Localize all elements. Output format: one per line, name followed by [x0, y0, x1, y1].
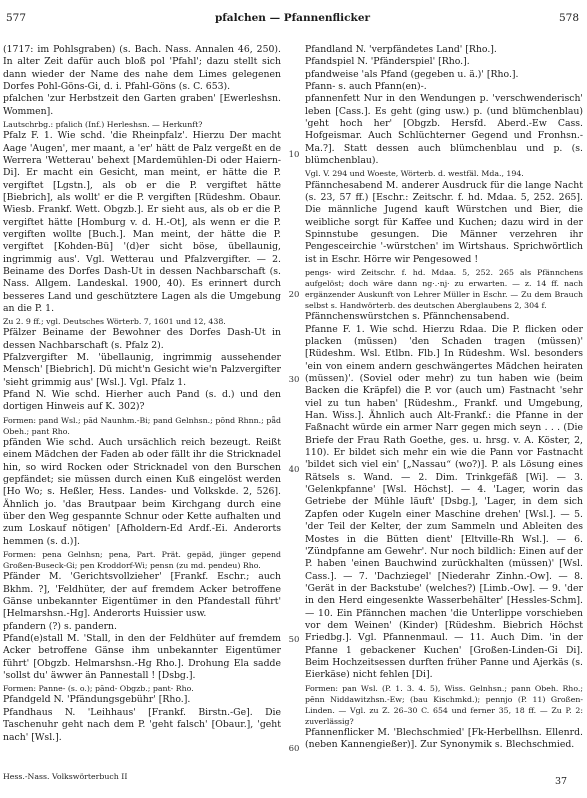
line-number: 30 — [288, 375, 300, 385]
dictionary-entry: Pfalz F. 1. Wie schd. 'die Rheinpfalz'. Hierzu Der macht Aage 'Augen', mer maant, a 'er' hätt de Palz vergeßt en de Werrera 'Wetterau' behext [Mardemühlen-Di oder Haiern-Di]. Er macht ein Gesicht, man meint, er hätte die P. vergiftet [Lgstn.], als ob er die P. vergiftet hätte [Biebrich], als wollt' er die P. vergiften [Rüdeshm. Obaur. Wiesb. Frankf. Wett. Obgzb.]. Er sieht aus, als ob er die P. vergiftet hätte [Homburg v. d. H.-Ot], als wenn er die P. vergiften wollte [Buch.]. Man meint, der hätte die P. vergiftet [Kohden-Bü] '(d)er sicht böse, übellaunig, ingrimmig aus'. Vgl. Wetterau und Pfalzvergifter. — 2. Beiname des Dorfes Dash-Ut in dessen Nachbarschaft (s. Nass. Allgem. Landeskal. 1900, 40). Es erinnert durch besseres Land und geschütztere Lagen als die Umgebung an die P. 1. — [3, 130, 281, 314]
dictionary-entry: Pfandspiel N. 'Pfänderspiel' [Rho.]. — [305, 56, 470, 68]
page-header — [6, 12, 579, 28]
dictionary-entry: Pfalzvergifter M. 'übellaunig, ingrimmig aussehender Mensch' [Biebrich]. Dü micht'n Gesicht wie'n Palzvergifter 'sieht grimmig aus' [Wsl.]. Vgl. Pfalz 1. — [3, 352, 281, 388]
dictionary-entry: Pfänder M. 'Gerichtsvollzieher' [Frankf. Eschr.; auch Bkhm. ?], 'Feldhüter, der auf fremdem Acker betroffene Gänse unbekannter Eigentümer in den Pfandestall führt' [Helmarshsn.-Hg]. Anderorts Huissier usw. — [3, 571, 281, 620]
page-number-left: 577 — [6, 12, 27, 24]
dictionary-entry: pfandweise 'als Pfand (gegeben u. ä.)' [Rho.]. — [305, 68, 519, 80]
line-number: 50 — [288, 635, 300, 645]
dictionary-entry: pfalchen 'zur Herbstzeit den Garten graben' [Ewerleshsn. Wommen]. — [3, 93, 281, 117]
dictionary-entry: Pfandgeld N. 'Pfändungsgebühr' [Rho.]. — [3, 694, 191, 706]
line-number: 60 — [288, 744, 300, 754]
dictionary-entry: Pfann- s. auch Pfann(en)-. — [305, 81, 427, 93]
dictionary-entry: (1717: im Pohlsgraben) (s. Bach. Nass. Annalen 46, 250). In alter Zeit dafür auch bloß pol 'Pfahl'; dazu stellt sich dann wieder der Name des nahe dem Limes gelegenen Dorfes Pohl-Göns-Gi, d. i. Pfahl-Göns (s. C. 653). — [3, 44, 281, 93]
dictionary-entry: pfannenfett Nur in den Wendungen p. 'verschwenderisch' leben [Cass.]. Es geht (ging usw.) p. (und blümchenblau) 'geht hoch her' [Obgzb. Hersfd. Aberd.-Ew Cass. Hofgeismar. Auch Schlüchterner Gegend und Fronhsn.-Ma.?]. Statt dessen auch blümchenblau und p. (s. blümchenblau). — [305, 93, 583, 167]
footer-source: Hess.-Nass. Volkswörterbuch II — [3, 772, 128, 781]
dictionary-entry: Pfand(e)stall M. 'Stall, in den der Feldhüter auf fremdem Acker betroffene Gänse ihm unbekannter Eigentümer führt' [Obgzb. Helmarshsn.-Hg Rho.]. Drohung Ela sadde 'sollst du' äwwer än Pannestall ! [Dsbg.]. — [3, 633, 281, 682]
entry-note: Lautschrbg.: pfalich (Inf.) Herleshsn. — Herkunft? — [3, 120, 203, 130]
page-number-right: 578 — [558, 12, 579, 24]
line-number: 10 — [288, 150, 300, 160]
entry-note: Formen: Panne- (s. o.); pānd- Obgzb.; pant- Rho. — [3, 684, 194, 694]
line-number: 40 — [288, 465, 300, 475]
dictionary-entry: Pfanne F. 1. Wie schd. Hierzu Rdaa. Die P. flicken oder placken (müssen) 'den Schaden tragen (müssen)' [Rüdeshm. Wsl. Etlbn. Flb.] In Rüdeshm. Wsl. besonders 'ein von einem andern geschwängertes Mädchen heiraten (müssen)'. (Soviel oder mehr) zu tun haben wie (beim Backen die Kräpfel) die P. vor (auch um) Fastnacht 'sehr viel zu tun haben' [Rüdeshm., Frankf. und Umgebung, Han. Wiss.]. Ähnlich auch Alt-Frankf.: die Pfanne in der Faßnacht würde ein armer Narr gegen mich seyn . . . (Die Briefe der Frau Rath Goethe, ges. u. hrsg. v. A. Köster, 2, 110). Er bildet sich mehr ein wie die Pann vor Fastnacht 'bildet sich viel ein' [„Nassau“ (wo?)]. P. als Lösung eines Rätsels s. Wand. — 2. Dim. Trinkgefäß [Wi]. — 3. 'Gelenkpfanne' [Wsl. Höchst]. — 4. 'Lager, worin das Getriebe der Mühle läuft' [Dsbg.], 'Lager, in dem sich Zapfen oder Kugeln einer Maschine drehen' [Wsl.]. — 5. 'der Teil der Kelter, der zum Sammeln und Ableiten des Mostes in die Bütten dient' [Eltville-Rh Wsl.]. — 6. 'Zündpfanne am Gewehr'. Nur noch bildlich: Einen auf der P. haben 'einen Bauchwind zurückhalten (müssen)' [Wsl. Cass.]. — 7. 'Dachziegel' [Niederahr Zinhn.-Ow]. — 8. 'Gerät in der Backstube' (welches?) [Limb.-Ow]. — 9. 'der in den Herd eingesenkte Wasserbehälter' [Hessles-Schm]. — 10. Ein Pfännchen machen 'die Unterlippe vorschieben vor dem Weinen' (Kinder) [Rüdeshm. Biebrich Höchst Friedbg.]. Vgl. Pfannenmaul. — 11. Auch Dim. 'in der Pfanne 1 gebackener Kuchen' [Großen-Linden-Gi Di]. Beim Hochzeitsessen durften früher Panne und Ajerkäs (s. Eierkäse) nicht fehlen [Di]. — [305, 323, 583, 681]
running-title: pfalchen — Pfannenflicker — [214, 12, 371, 24]
entry-note: Formen: pand Wsl.; pād Naunhm.-Bi; pand Gelnhsn.; pōnd Rhnn.; pǟd Obeh.; pant Rho. — [3, 415, 281, 436]
entry-note: pengs- wird Zeitschr. f. hd. Mdaa. 5, 252. 265 als Pfännchens aufgelöst; doch wäre dann ng·.·nj· zu erwarten. — z. 14 ff. nach ergänzender Auskunft von Lehrer Müller in Eschr. — Zu dem Brauch selbst s. Handwörterb. des deutschen Aberglaubens 2, 304 f. — [305, 267, 583, 311]
footer-sheet-number: 37 — [555, 776, 568, 787]
right-column — [305, 44, 583, 752]
dictionary-entry: Pfännchesabend M. anderer Ausdruck für die lange Nacht (s. 23, 57 ff.) [Eschr.: Zeitschr. f. hd. Mdaa. 5, 252. 265]. Die männliche Jugend kauft Würstchen und Bier, die weibliche sorgt für Kaffee und Kuchen; dazu wird in der Spinnstube gesungen. Die Männer verzehren ihr Pengesceirchie '-würstchen' im Wirtshaus. Sprichwörtlich ist in Eschr. Hörre wir Pengesowed ! — [305, 179, 583, 265]
dictionary-entry: Pfandland N. 'verpfändetes Land' [Rho.]. — [305, 44, 497, 55]
entry-note: Zu 2. 9 ff.; vgl. Deutsches Wörterb. 7, 1601 und 12, 438. — [3, 317, 226, 327]
line-number: 20 — [288, 290, 300, 300]
entry-note: Formen: pan Wsl. (P. 1. 3. 4. 5), Wiss. Gelnhsn.; pann Obeh. Rho.; pēnn Niddawitzhsn.-Ew; (bau Kischmkd.); pennjo (P. 11) Großen-Linden. — Vgl. zu Z. 26–30 C. 654 und ferner 35, 18 ff. — Zu P. 2: zuverlässig? — [305, 683, 583, 726]
entry-note: Vgl. V. 294 und Woeste, Wörterb. d. westfäl. Mda., 194. — [305, 169, 524, 179]
dictionary-entry: Pfandhaus N. 'Leihhaus' [Frankf. Birstn.-Ge]. Die Taschenuhr geht nach dem P. 'geht falsch' [Obaur.], 'geht nach' [Wsl.]. — [3, 706, 281, 743]
dictionary-entry: pfandern (?) s. pandern. — [3, 620, 117, 632]
dictionary-entry: Pfännchenswürstchen s. Pfännchensabend. — [305, 311, 510, 323]
line-number-gutter — [287, 44, 301, 764]
left-column — [3, 44, 281, 744]
dictionary-entry: Pfannenflicker M. 'Blechschmied' [Fk-Herbellhsn. Ellenrd. (neben Kannengießer)]. Zur Synonymik s. Blechschmied. — [305, 727, 583, 751]
entry-note: Formen: pena Gelnhsn; pena, Part. Prät. gepäd, jünger gepend Großen-Buseck-Gi; pen Kroddorf-Wi; pensn (zu md. pendeu) Rho. — [3, 550, 281, 571]
dictionary-entry: Pfand N. Wie schd. Hierher auch Pand (s. d.) und den dortigen Hinweis auf K. 302)? — [3, 389, 281, 413]
dictionary-entry: Pfälzer Beiname der Bewohner des Dorfes Dash-Ut in dessen Nachbarschaft (s. Pfalz 2). — [3, 327, 281, 351]
dictionary-entry: pfänden Wie schd. Auch ursächlich reich bezeugt. Reißt einem Mädchen der Faden ab oder fällt ihr die Stricknadel hin, so wird Rocken oder Stricknadel von den Burschen gepfändet; sie müssen durch einen Kuß eingelöst werden [Ho Wo; s. Heßler, Hess. Landes- und Volkskde. 2, 526]. Ähnlich jo. 'das Brautpaar beim Kirchgang durch eine über den Weg gespannte Schnur oder Kette aufhalten und zum Loskauf nötigen' [Afholdern-Ed Ardf.-Ei. Anderorts hemmen (s. d.)]. — [3, 437, 281, 547]
